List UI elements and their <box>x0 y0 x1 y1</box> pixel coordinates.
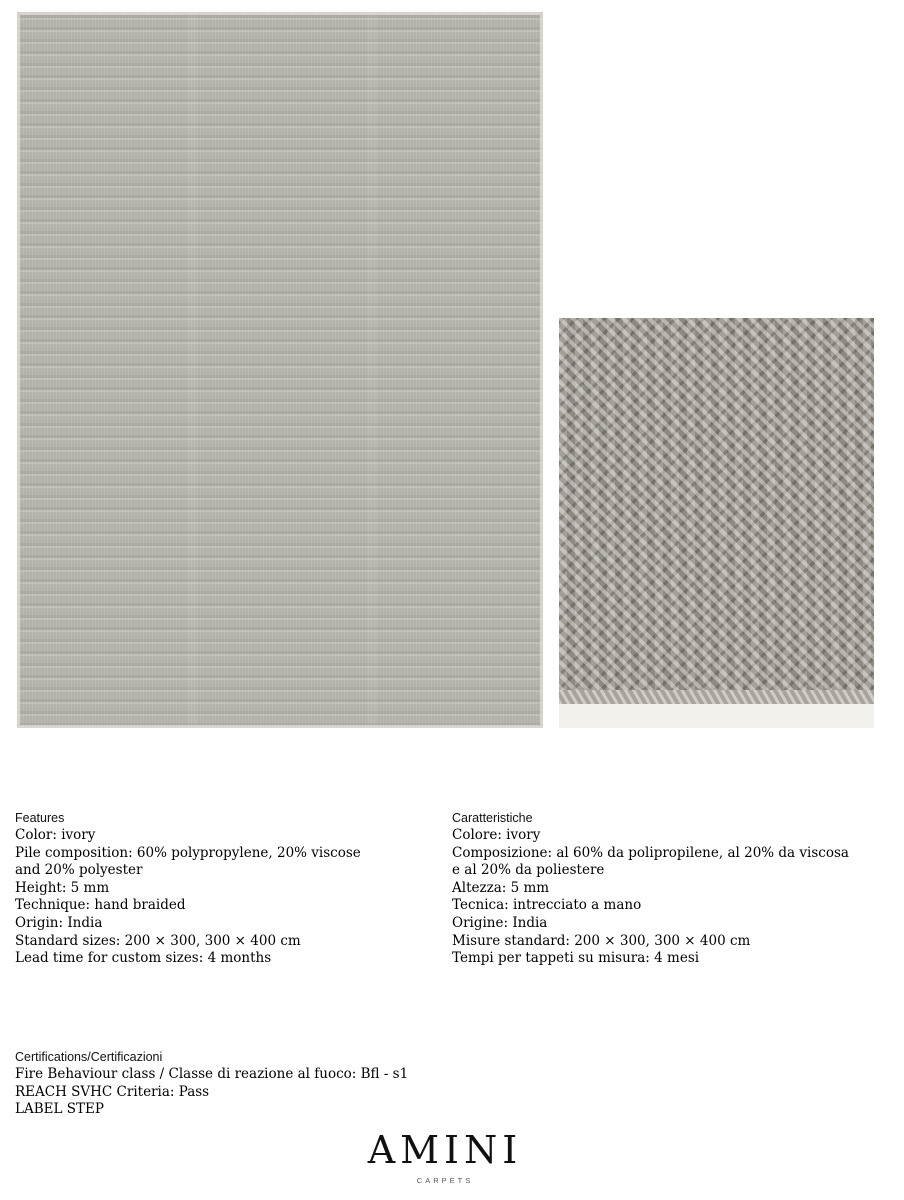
rug-full-image <box>17 12 543 728</box>
cert-label-step: LABEL STEP <box>15 1101 104 1118</box>
caratteristica-colore: Colore: ivory <box>452 827 541 843</box>
cert-reach: REACH SVHC Criteria: Pass <box>15 1083 210 1100</box>
amini-logo <box>350 1128 540 1188</box>
feature-technique: Technique: hand braided <box>15 897 186 914</box>
caratteristica-composizione: Composizione: al 60% da polipropilene, al 20% da viscosa <box>452 844 849 861</box>
caratteristica-misure: Misure standard: 200 × 300, 300 × 400 cm <box>452 932 751 949</box>
cert-fire-class: Fire Behaviour class / Classe di reazione al fuoco: Bfl - s1 <box>15 1066 409 1082</box>
features-english <box>15 810 435 968</box>
feature-color: Color: ivory <box>15 827 96 843</box>
logo-wordmark: AMINI <box>367 1128 523 1172</box>
features-heading: Features <box>15 811 65 825</box>
certifications <box>15 1049 535 1119</box>
caratteristica-tecnica: Tecnica: intrecciato a mano <box>452 897 642 914</box>
features-italian <box>452 810 892 968</box>
feature-composition-cont: and 20% polyester <box>15 862 143 879</box>
feature-lead-time: Lead time for custom sizes: 4 months <box>15 950 272 967</box>
caratteristica-tempi: Tempi per tappeti su misura: 4 mesi <box>452 950 700 967</box>
caratteristica-origine: Origine: India <box>452 914 548 931</box>
caratteristica-altezza: Altezza: 5 mm <box>452 879 550 896</box>
caratteristica-composizione-cont: e al 20% da poliestere <box>452 862 605 879</box>
certifications-heading: Certifications/Certificazioni <box>15 1050 163 1064</box>
braided-edge <box>559 690 874 704</box>
caratteristiche-heading: Caratteristiche <box>452 811 533 825</box>
rug-detail-image <box>559 318 874 728</box>
logo-subtitle: CARPETS <box>416 1176 474 1185</box>
weave-texture <box>559 318 874 702</box>
feature-origin: Origin: India <box>15 914 103 931</box>
feature-composition: Pile composition: 60% polypropylene, 20% viscose <box>15 844 361 861</box>
feature-sizes: Standard sizes: 200 × 300, 300 × 400 cm <box>15 932 301 949</box>
feature-height: Height: 5 mm <box>15 879 110 896</box>
